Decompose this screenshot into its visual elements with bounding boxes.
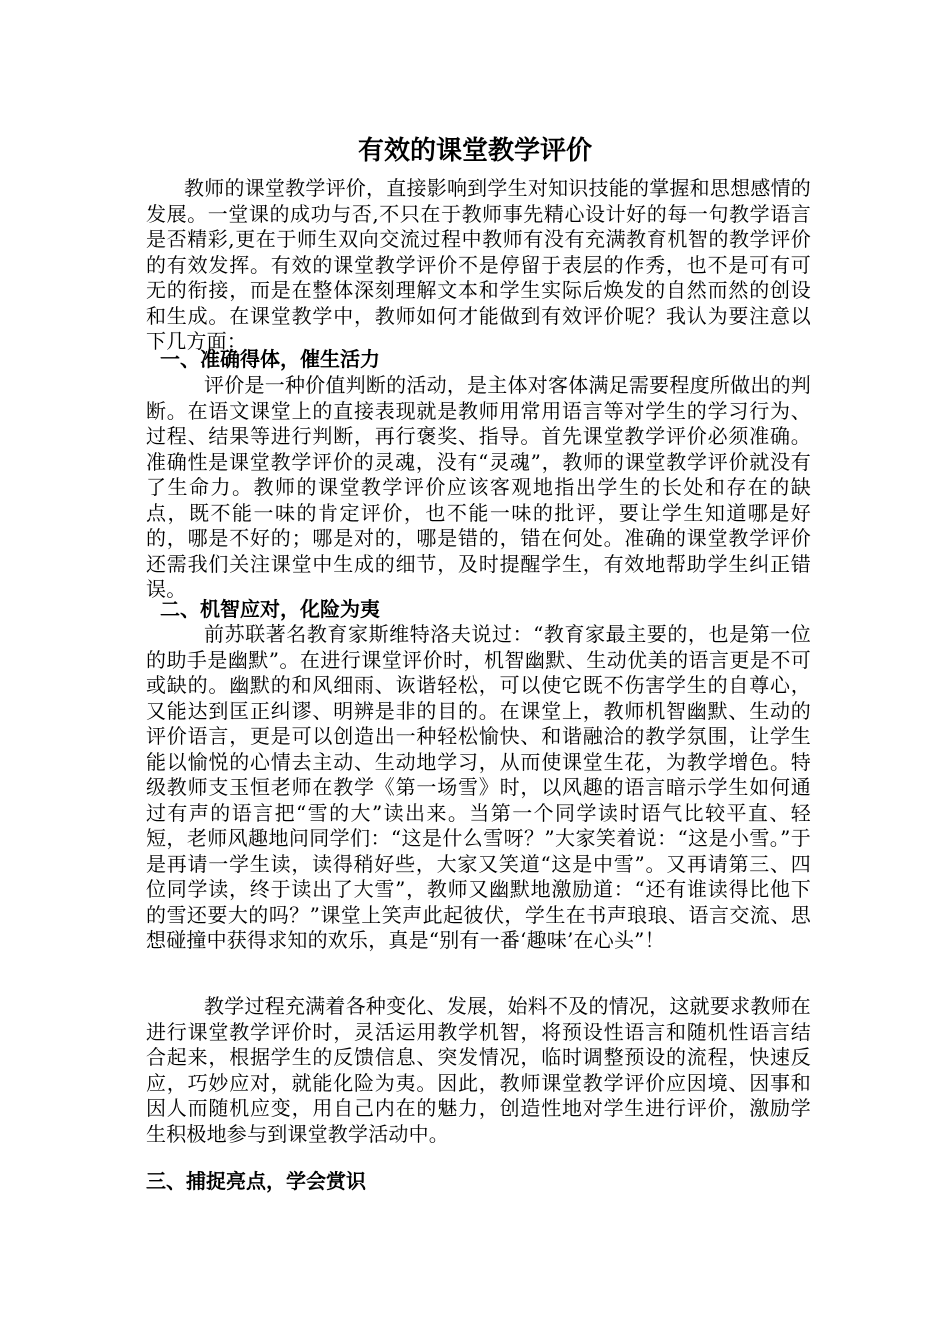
section-2-paragraph-2: 教学过程充满着各种变化、发展，始料不及的情况，这就要求教师在进行课堂教学评价时，灵活运用教学机智，将预设性语言和随机性语言结合起来，根据学生的反馈信息、突发情况，临时调整预设的流程，快速反应，巧妙应对，就能化险为夷。因此，教师课堂教学评价应因境、因事和因人而随机应变，用自己内在的魅力，创造性地对学生进行评价，激励学生积极地参与到课堂教学活动中。 xyxy=(146,994,811,1146)
section-heading-2: 二、机智应对，化险为夷 xyxy=(160,597,380,621)
section-heading-3: 三、捕捉亮点，学会赏识 xyxy=(146,1169,366,1193)
section-2-paragraph-1: 前苏联著名教育家斯维特洛夫说过：“教育家最主要的，也是第一位的助手是幽默”。在进行课堂评价时，机智幽默、生动优美的语言更是不可或缺的。幽默的和风细雨、诙谐轻松，可以使它既不伤害学生的自尊心，又能达到匡正纠谬、明辨是非的目的。在课堂上，教师机智幽默、生动的评价语言，更是可以创造出一种轻松愉快、和谐融洽的教学氛围，让学生能以愉悦的心情去主动、生动地学习，从而使课堂生花，为教学增色。特级教师支玉恒老师在教学《第一场雪》时，以风趣的语言暗示学生如何通过有声的语言把“雪的大”读出来。当第一个同学读时语气比较平直、轻短，老师风趣地问同学们：“这是什么雪呀？”大家笑着说：“这是小雪。”于是再请一学生读，读得稍好些，大家又笑道“这是中雪”。又再请第三、四位同学读，终于读出了大雪”，教师又幽默地激励道：“还有谁读得比他下的雪还要大的吗？”课堂上笑声此起彼伏，学生在书声琅琅、语言交流、思想碰撞中获得求知的欢乐，真是“别有一番‘趣味’在心头”！ xyxy=(146,622,811,952)
section-1-paragraph-1: 评价是一种价值判断的活动，是主体对客体满足需要程度所做出的判断。在语文课堂上的直接表现就是教师用常用语言等对学生的学习行为、过程、结果等进行判断，再行褒奖、指导。首先课堂教学评价必须准确。准确性是课堂教学评价的灵魂，没有“灵魂”，教师的课堂教学评价就没有了生命力。教师的课堂教学评价应该客观地指出学生的长处和存在的缺点，既不能一味的肯定评价，也不能一味的批评，要让学生知道哪是好的，哪是不好的；哪是对的，哪是错的，错在何处。准确的课堂教学评价还需我们关注课堂中生成的细节，及时提醒学生，有效地帮助学生纠正错误。 xyxy=(146,373,811,601)
document-title: 有效的课堂教学评价 xyxy=(357,136,592,166)
intro-paragraph: 教师的课堂教学评价，直接影响到学生对知识技能的掌握和思想感情的发展。一堂课的成功与否,不只在于教师事先精心设计好的每一句教学语言是否精彩,更在于师生双向交流过程中教师有没有充满教育机智的教学评价的有效发挥。有效的课堂教学评价不是停留于表层的作秀，也不是可有可无的衔接，而是在整体深刻理解文本和学生实际后焕发的自然而然的创设和生成。在课堂教学中，教师如何才能做到有效评价呢？我认为要注意以下几方面： xyxy=(146,176,811,353)
section-heading-1: 一、准确得体，催生活力 xyxy=(160,347,380,371)
